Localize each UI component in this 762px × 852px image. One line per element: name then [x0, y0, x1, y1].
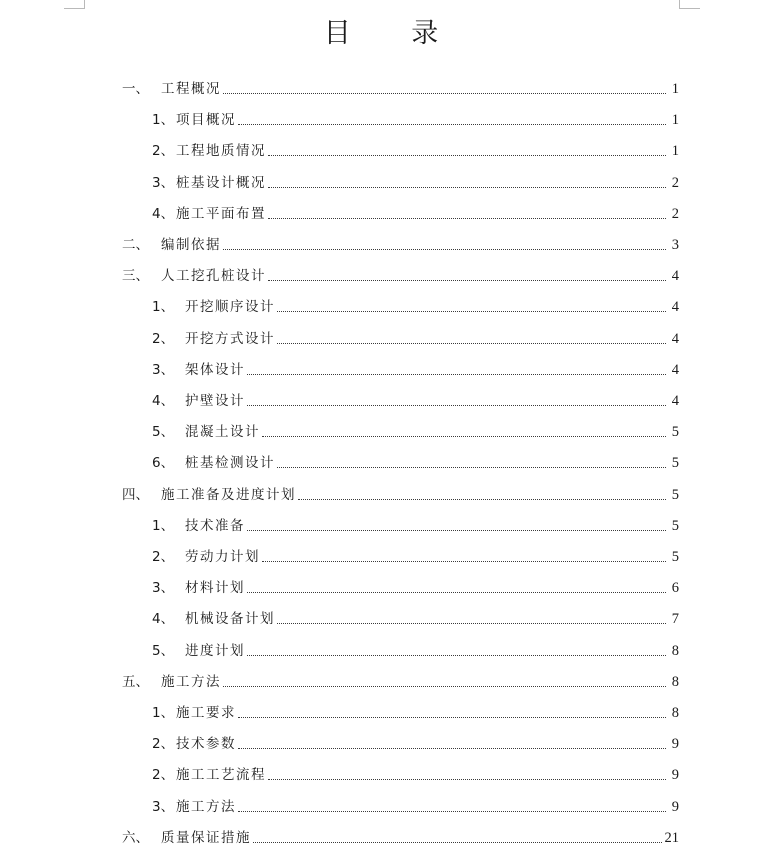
toc-entry[interactable] [152, 386, 679, 410]
toc-entry-title: 项目概况 [176, 112, 236, 129]
toc-entry-title: 进度计划 [185, 642, 245, 659]
toc-entry-label [152, 423, 260, 441]
toc-entry-title: 护壁设计 [185, 393, 245, 409]
toc-entry-page-number: 4 [671, 268, 679, 285]
toc-entry-page-number: 1 [671, 81, 679, 97]
toc-dot-leader [268, 217, 666, 219]
toc-dot-leader [247, 529, 666, 531]
toc-entry[interactable] [152, 604, 679, 628]
toc-entry[interactable] [122, 230, 679, 254]
toc-dot-leader [238, 747, 666, 749]
toc-entry-page-number: 1 [671, 143, 679, 160]
toc-entry[interactable] [152, 792, 679, 816]
toc-dot-leader [253, 841, 662, 843]
toc-entry-label [152, 142, 266, 160]
toc-entry-title: 开挖顺序设计 [185, 299, 275, 316]
toc-entry[interactable] [152, 760, 679, 784]
toc-entry-label [152, 798, 236, 816]
toc-entry-label [152, 330, 275, 348]
toc-dot-leader [223, 92, 666, 94]
toc-entry-number: 5、 [152, 642, 175, 659]
toc-entry[interactable] [122, 261, 679, 285]
toc-entry[interactable] [152, 542, 679, 566]
toc-entry[interactable] [152, 698, 679, 722]
toc-entry[interactable] [152, 136, 679, 160]
toc-entry-page-number: 8 [671, 673, 679, 690]
toc-entry[interactable] [152, 168, 679, 192]
toc-entry[interactable] [152, 448, 679, 472]
document-title: 目 录 [323, 18, 465, 49]
toc-entry-number: 2、 [152, 143, 175, 160]
toc-entry-number: 2、 [152, 330, 175, 347]
toc-entry-page-number: 9 [671, 767, 679, 784]
toc-entry-number: 3、 [152, 361, 175, 378]
toc-entry-number: 2、 [152, 549, 175, 565]
toc-entry[interactable] [152, 199, 679, 223]
toc-entry-number: 六、 [122, 829, 149, 846]
toc-entry-page-number: 9 [671, 736, 679, 753]
toc-dot-leader [238, 810, 666, 812]
toc-dot-leader [277, 622, 666, 624]
toc-dot-leader [298, 498, 666, 500]
toc-entry[interactable] [152, 324, 679, 348]
toc-entry-page-number: 5 [671, 455, 679, 472]
toc-entry-page-number: 5 [671, 486, 679, 503]
toc-entry-title: 技术准备 [185, 517, 245, 534]
toc-entry-number: 1、 [152, 705, 175, 721]
toc-entry-label [152, 704, 236, 722]
toc-entry[interactable] [152, 105, 679, 129]
toc-entry[interactable] [152, 292, 679, 316]
toc-entry-number: 2、 [152, 736, 175, 753]
toc-entry-label [152, 298, 275, 316]
toc-entry-title: 施工要求 [176, 705, 236, 721]
toc-entry-page-number: 7 [671, 611, 679, 628]
toc-entry-number: 3、 [152, 798, 175, 815]
toc-entry-page-number: 5 [671, 549, 679, 565]
toc-dot-leader [223, 248, 666, 250]
toc-dot-leader [277, 466, 666, 468]
toc-entry-title: 机械设备计划 [185, 611, 275, 628]
toc-entry-number: 1、 [152, 112, 175, 129]
toc-entry[interactable] [152, 355, 679, 379]
toc-entry-number: 三、 [122, 268, 149, 285]
toc-entry-number: 4、 [152, 611, 175, 628]
toc-entry-title: 劳动力计划 [185, 549, 260, 565]
toc-dot-leader [277, 310, 666, 312]
toc-entry-page-number: 1 [671, 112, 679, 129]
toc-dot-leader [223, 685, 666, 687]
toc-entry-number: 5、 [152, 424, 175, 441]
toc-entry-label [122, 80, 221, 98]
toc-entry-page-number: 2 [671, 205, 679, 222]
toc-entry[interactable] [152, 417, 679, 441]
toc-entry-title: 开挖方式设计 [185, 330, 275, 347]
toc-entry-label [152, 610, 275, 628]
toc-entry-title: 施工方法 [176, 798, 236, 815]
toc-entry-page-number: 6 [671, 580, 679, 597]
toc-dot-leader [268, 778, 666, 780]
toc-entry-label [122, 829, 251, 847]
toc-entry-label [152, 392, 245, 410]
toc-entry[interactable] [122, 74, 679, 98]
toc-entry-title: 材料计划 [185, 580, 245, 597]
toc-dot-leader [247, 373, 666, 375]
toc-entry-page-number: 5 [671, 424, 679, 441]
toc-entry[interactable] [122, 480, 679, 504]
toc-entry-page-number: 4 [671, 299, 679, 316]
toc-entry-page-number: 3 [671, 237, 679, 253]
toc-dot-leader [262, 560, 666, 562]
toc-entry[interactable] [152, 636, 679, 660]
toc-entry-title: 桩基检测设计 [185, 455, 275, 472]
toc-entry-page-number: 5 [671, 517, 679, 534]
toc-entry-number: 3、 [152, 580, 175, 597]
toc-entry-number: 4、 [152, 393, 175, 409]
toc-entry-number: 二、 [122, 237, 149, 253]
toc-entry-number: 五、 [122, 673, 149, 690]
toc-entry-title: 桩基设计概况 [176, 174, 266, 191]
toc-entry-number: 6、 [152, 455, 175, 472]
toc-entry-title: 人工挖孔桩设计 [161, 268, 266, 285]
toc-entry-page-number: 9 [671, 798, 679, 815]
toc-entry-title: 混凝土设计 [185, 424, 260, 441]
toc-entry[interactable] [122, 667, 679, 691]
toc-entry-number: 1、 [152, 299, 175, 316]
toc-entry-label [152, 735, 236, 753]
toc-entry-number: 1、 [152, 517, 175, 534]
toc-entry-title: 施工准备及进度计划 [161, 486, 296, 503]
toc-entry-label [152, 642, 245, 660]
toc-entry-title: 技术参数 [176, 736, 236, 753]
toc-entry-page-number: 8 [671, 705, 679, 721]
toc-entry-number: 四、 [122, 486, 149, 503]
toc-entry-page-number: 4 [671, 361, 679, 378]
toc-entry-label [152, 579, 245, 597]
toc-dot-leader [238, 123, 666, 125]
toc-entry-label [122, 236, 221, 254]
toc-entry-title: 施工方法 [161, 673, 221, 690]
toc-entry-title: 质量保证措施 [161, 829, 251, 846]
toc-entry-label [152, 174, 266, 192]
toc-entry-label [152, 454, 275, 472]
toc-dot-leader [238, 716, 666, 718]
toc-entry-label [152, 548, 260, 566]
toc-entry-label [152, 766, 266, 784]
toc-entry-label [122, 673, 221, 691]
page-corner-mark-right [679, 0, 700, 9]
toc-entry-label [152, 361, 245, 379]
toc-entry-title: 工程地质情况 [176, 143, 266, 160]
toc-entry-label [152, 517, 245, 535]
toc-entry-page-number: 2 [671, 174, 679, 191]
toc-dot-leader [247, 404, 666, 406]
toc-entry-title: 架体设计 [185, 361, 245, 378]
toc-entry-title: 编制依据 [161, 237, 221, 253]
toc-entry-title: 施工工艺流程 [176, 767, 266, 784]
toc-entry-page-number: 4 [671, 393, 679, 409]
toc-entry-title: 施工平面布置 [176, 205, 266, 222]
toc-dot-leader [268, 186, 666, 188]
toc-dot-leader [247, 654, 666, 656]
toc-entry-page-number: 4 [671, 330, 679, 347]
toc-entry-title: 工程概况 [161, 81, 221, 97]
toc-entry-label [122, 267, 266, 285]
toc-entry-label [152, 111, 236, 129]
toc-entry-label [152, 205, 266, 223]
page-corner-mark-left [64, 0, 85, 9]
toc-dot-leader [268, 154, 666, 156]
toc-entry-number: 3、 [152, 174, 175, 191]
toc-dot-leader [268, 279, 666, 281]
toc-entry-page-number: 8 [671, 642, 679, 659]
toc-entry-number: 一、 [122, 81, 149, 97]
toc-dot-leader [247, 591, 666, 593]
toc-dot-leader [262, 435, 666, 437]
toc-entry-number: 2、 [152, 767, 175, 784]
toc-entry[interactable] [152, 729, 679, 753]
toc-entry-page-number: 21 [664, 829, 679, 846]
toc-entry[interactable] [122, 823, 679, 847]
toc-entry-number: 4、 [152, 205, 175, 222]
toc-entry[interactable] [152, 573, 679, 597]
toc-entry-label [122, 486, 296, 504]
toc-dot-leader [277, 342, 666, 344]
toc-entry[interactable] [152, 511, 679, 535]
